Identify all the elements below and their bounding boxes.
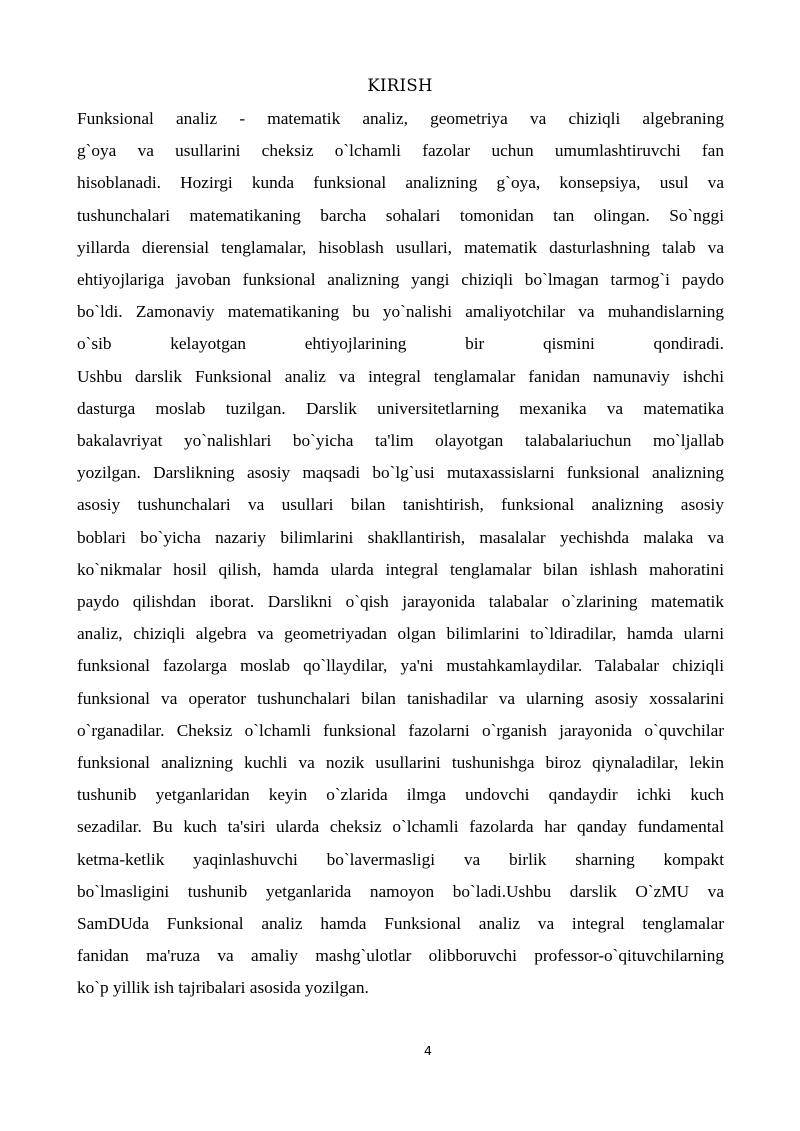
- text-line: dasturga moslab tuzilgan. Darslik universitetlarning mexanika va matematika: [77, 398, 724, 418]
- body-text: [77, 103, 724, 1005]
- text-line: bo`ldi. Zamonaviy matematikaning bu yo`nalishi amaliyotchilar va muhandislarning: [77, 302, 724, 322]
- text-line: bo`lmasligini tushunib yetganlarida namoyon bo`ladi.Ushbu darslik O`zMU va: [77, 881, 724, 901]
- text-line: Funksional analiz - matematik analiz, geometriya va chiziqli algebraning: [77, 109, 724, 128]
- section-title: KIRISH: [367, 76, 433, 95]
- text-line: ehtiyojlariga javoban funksional analizning yangi chiziqli bo`lmagan tarmog`i paydo: [77, 270, 724, 290]
- text-line: Ushbu darslik Funksional analiz va integral tenglamalar fanidan namunaviy ishchi: [77, 366, 724, 386]
- text-line: o`sib kelayotgan ehtiyojlarining bir qismini qondiradi.: [77, 334, 724, 354]
- text-line: tushunchalari matematikaning barcha sohalari tomonidan tan olingan. So`nggi: [77, 205, 724, 225]
- text-line: yillarda dierensial tenglamalar, hisoblash usullari, matematik dasturlashning talab va: [77, 237, 724, 257]
- text-line: paydo qilishdan iborat. Darslikni o`qish jarayonida talabalar o`zlarining matematik: [77, 592, 724, 612]
- text-line: sezadilar. Bu kuch ta'siri ularda cheksiz o`lchamli fazolarda har qanday fundamental: [77, 817, 724, 837]
- text-line: tushunib yetganlaridan keyin o`zlarida ilmga undovchi qandaydir ichki kuch: [77, 785, 724, 805]
- text-line: yozilgan. Darslikning asosiy maqsadi bo`lg`usi mutaxassislarni funksional analizning: [77, 463, 724, 483]
- text-line: funksional analizning kuchli va nozik usullarini tushunishga biroz qiynaladilar, lekin: [77, 753, 724, 773]
- text-line: bakalavriyat yo`nalishlari bo`yicha ta'lim olayotgan talabalariuchun mo`ljallab: [77, 431, 724, 451]
- text-line: boblari bo`yicha nazariy bilimlarini shakllantirish, masalalar yechishda malaka va: [77, 527, 724, 547]
- text-line: o`rganadilar. Cheksiz o`lchamli funksional fazolarni o`rganish jarayonida o`quvchilar: [77, 720, 724, 740]
- page-number: 4: [424, 1043, 432, 1058]
- text-line: funksional fazolarga moslab qo`llaydilar, ya'ni mustahkamlaydilar. Talabalar chiziqli: [77, 656, 724, 676]
- text-line: g`oya va usullarini cheksiz o`lchamli fazolar uchun umumlashtiruvchi fan: [77, 141, 724, 161]
- text-line: SamDUda Funksional analiz hamda Funksional analiz va integral tenglamalar: [77, 914, 724, 934]
- text-line: hisoblanadi. Hozirgi kunda funksional analizning g`oya, konsepsiya, usul va: [77, 173, 724, 193]
- text-line: ko`nikmalar hosil qilish, hamda ularda integral tenglamalar bilan ishlash mahoratini: [77, 559, 724, 579]
- text-line: ketma-ketlik yaqinlashuvchi bo`lavermasligi va birlik sharning kompakt: [77, 849, 724, 869]
- text-line: funksional va operator tushunchalari bilan tanishadilar va ularning asosiy xossalarini: [77, 688, 724, 708]
- text-line: analiz, chiziqli algebra va geometriyadan olgan bilimlarini to`ldiradilar, hamda ularni: [77, 624, 724, 644]
- text-line: ko`p yillik ish tajribalari asosida yozilgan.: [77, 978, 369, 998]
- text-line: fanidan ma'ruza va amaliy mashg`ulotlar olibboruvchi professor-o`qituvchilarning: [77, 946, 724, 966]
- text-line: asosiy tushunchalari va usullari bilan tanishtirish, funksional analizning asosiy: [77, 495, 724, 515]
